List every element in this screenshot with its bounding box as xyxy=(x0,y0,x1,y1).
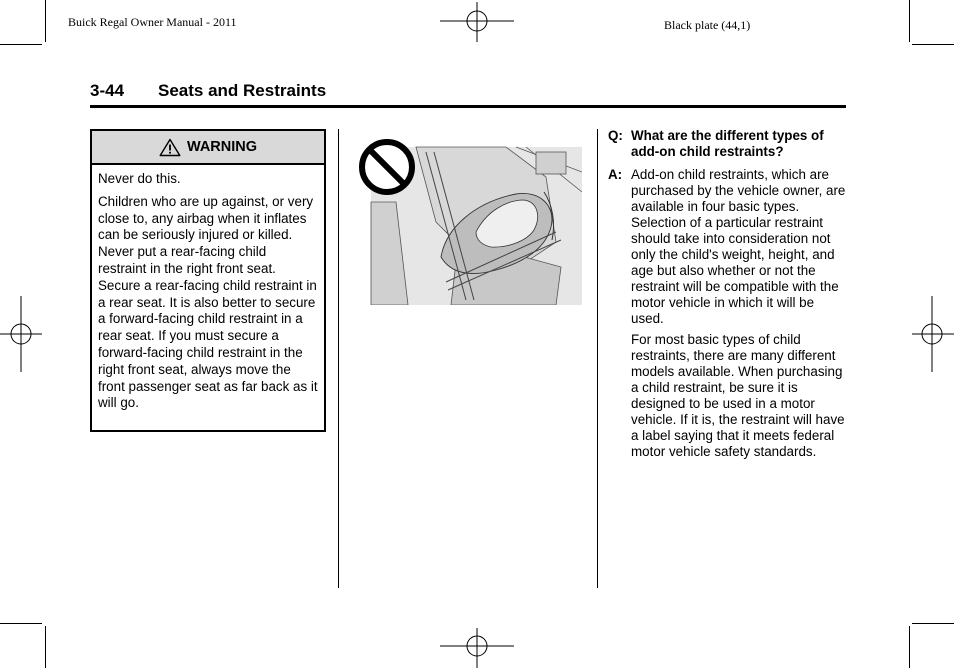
warning-paragraph: Never do this. xyxy=(98,171,181,186)
crop-mark xyxy=(0,44,42,45)
section-title: Seats and Restraints xyxy=(158,81,327,100)
crop-mark xyxy=(45,626,46,668)
crop-mark xyxy=(0,623,42,624)
crop-mark xyxy=(912,623,954,624)
registration-mark-left xyxy=(0,296,42,372)
answer-block xyxy=(608,167,848,460)
manual-title: Buick Regal Owner Manual - 2011 xyxy=(68,15,237,29)
warning-triangle-icon xyxy=(159,138,181,157)
question-block xyxy=(608,128,848,160)
warning-paragraph: Children who are up against, or very close to, any airbag when it inflates can be seriously injured or killed. Never put a rear-facing child restraint in the right front seat. Secure a rear-facing child restraint in a rear seat. It is also better to secure a forward-facing child restraint in a rear seat. If you must secure a forward-facing child restraint in the right front seat, always move the front passenger seat as far back as it will go. xyxy=(98,193,318,411)
page-number: 3-44 xyxy=(90,81,125,100)
registration-mark-top xyxy=(440,2,514,42)
warning-title: WARNING xyxy=(186,139,258,155)
crop-mark xyxy=(909,0,910,42)
child-seat-illustration xyxy=(356,132,582,305)
warning-header xyxy=(92,131,324,165)
crop-mark xyxy=(912,44,954,45)
crop-mark xyxy=(45,0,46,42)
column-divider xyxy=(597,129,598,588)
column-divider xyxy=(338,129,339,588)
answer-paragraph: For most basic types of child restraints, there are many different models available. When purchasing a child restraint, be sure it is designed to be used in a motor vehicle. If it is, the restraint will have a label saying that it meets federal motor vehicle safety standards. xyxy=(631,332,845,459)
crop-mark xyxy=(909,626,910,668)
question-label: Q: xyxy=(608,128,623,143)
registration-mark-right xyxy=(912,296,954,372)
warning-box xyxy=(90,129,326,432)
warning-body xyxy=(92,165,324,412)
answer-label: A: xyxy=(608,167,623,182)
question-text: What are the different types of add-on child restraints? xyxy=(631,128,824,159)
answer-paragraph: Add-on child restraints, which are purchased by the vehicle owner, are available in four basic types. Selection of a particular restraint should take into consideration not only the child's weight, height, and age but also whether or not the restraint will be compatible with the motor vehicle in which it will be used. xyxy=(631,167,846,326)
registration-mark-bottom xyxy=(440,628,514,668)
section-heading xyxy=(90,81,846,108)
plate-label: Black plate (44,1) xyxy=(664,18,751,32)
prohibition-icon xyxy=(362,142,412,192)
